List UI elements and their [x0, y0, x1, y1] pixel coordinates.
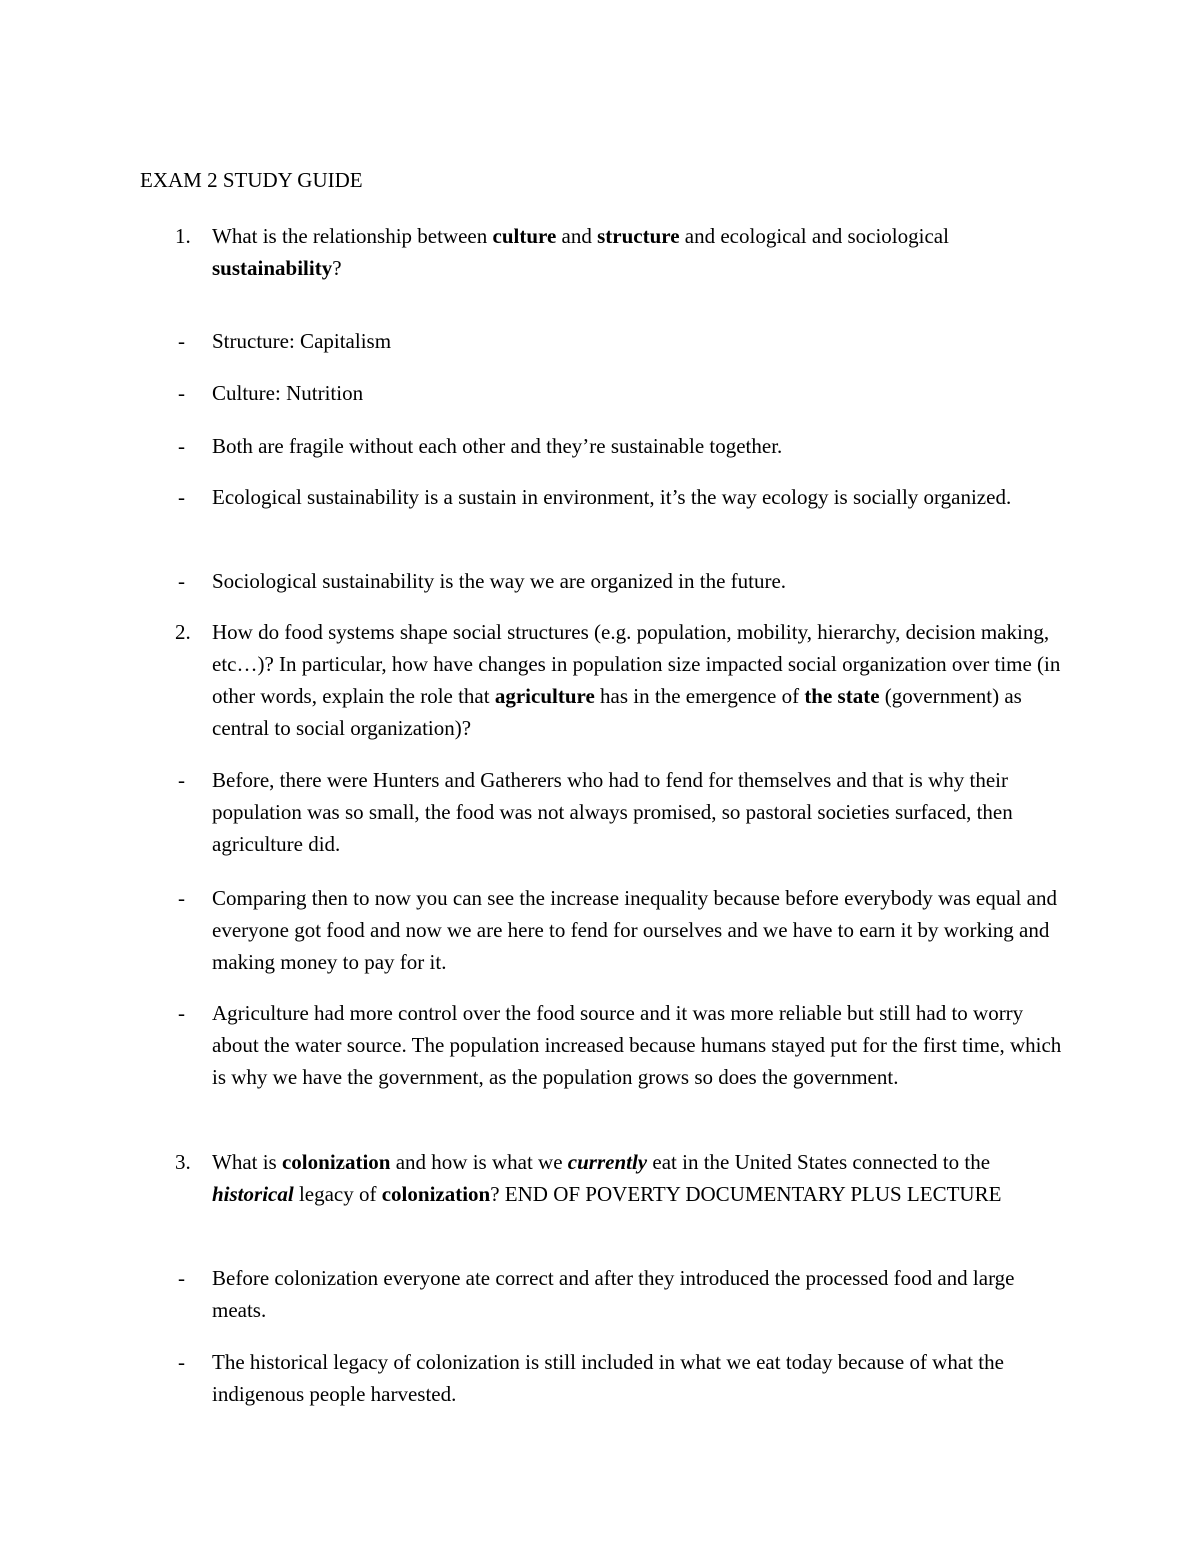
question-text: What is colonization and how is what we currently eat in the United States connected to the historical legacy of colonization? END OF POVERTY DOCUMENTARY PLUS LECTURE: [212, 1150, 1002, 1206]
question-3: [140, 1146, 1070, 1210]
list-item: [140, 325, 1070, 357]
list-item: [140, 997, 1070, 1093]
bullet-dash: -: [178, 1001, 185, 1025]
bullet-text: Structure: Capitalism: [212, 329, 392, 353]
bullet-text: Before colonization everyone ate correct and after they introduced the processed food and large meats.: [212, 1266, 1015, 1322]
bullet-dash: -: [178, 329, 185, 353]
bullet-text: Ecological sustainability is a sustain in environment, it’s the way ecology is socially organized.: [212, 485, 1012, 509]
question-text: How do food systems shape social structures (e.g. population, mobility, hierarchy, decision making, etc…)? In particular, how have changes in population size impacted social organization over time (in other words, explain the role that agriculture has in the emergence of the state (government) as central to social organization)?: [212, 620, 1061, 740]
bullet-dash: -: [178, 1350, 185, 1374]
question-text: What is the relationship between culture and structure and ecological and sociological sustainability?: [212, 224, 949, 280]
question-number: 2.: [175, 620, 191, 644]
question-number: 1.: [175, 224, 191, 248]
bullet-dash: -: [178, 1266, 185, 1290]
list-item: [140, 764, 1070, 860]
list-item: [140, 377, 1070, 409]
question-1: [140, 220, 1070, 284]
bullet-text: Comparing then to now you can see the increase inequality because before everybody was equal and everyone got food and now we are here to fend for ourselves and we have to earn it by working and making money to pay for it.: [212, 886, 1057, 974]
bullet-dash: -: [178, 768, 185, 792]
question-number: 3.: [175, 1150, 191, 1174]
list-item: [140, 565, 1070, 597]
document-title: EXAM 2 STUDY GUIDE: [140, 168, 363, 192]
bullet-dash: -: [178, 485, 185, 509]
list-item: [140, 1262, 1070, 1326]
bullet-dash: -: [178, 886, 185, 910]
bullet-text: Agriculture had more control over the food source and it was more reliable but still had to worry about the water source. The population increased because humans stayed put for the first time, which is why we have the government, as the population grows so does the government.: [212, 1001, 1062, 1089]
bullet-text: Culture: Nutrition: [212, 381, 364, 405]
bullet-dash: -: [178, 434, 185, 458]
question-2: [140, 616, 1070, 744]
list-item: [140, 430, 1070, 462]
list-item: [140, 481, 1070, 513]
bullet-text: The historical legacy of colonization is still included in what we eat today because of what the indigenous people harvested.: [212, 1350, 1004, 1406]
bullet-text: Before, there were Hunters and Gatherers who had to fend for themselves and that is why their population was so small, the food was not always promised, so pastoral societies surfaced, then agriculture did.: [212, 768, 1013, 856]
bullet-dash: -: [178, 569, 185, 593]
list-item: [140, 1346, 1070, 1410]
bullet-text: Sociological sustainability is the way we are organized in the future.: [212, 569, 787, 593]
bullet-dash: -: [178, 381, 185, 405]
list-item: [140, 882, 1070, 978]
bullet-text: Both are fragile without each other and they’re sustainable together.: [212, 434, 783, 458]
